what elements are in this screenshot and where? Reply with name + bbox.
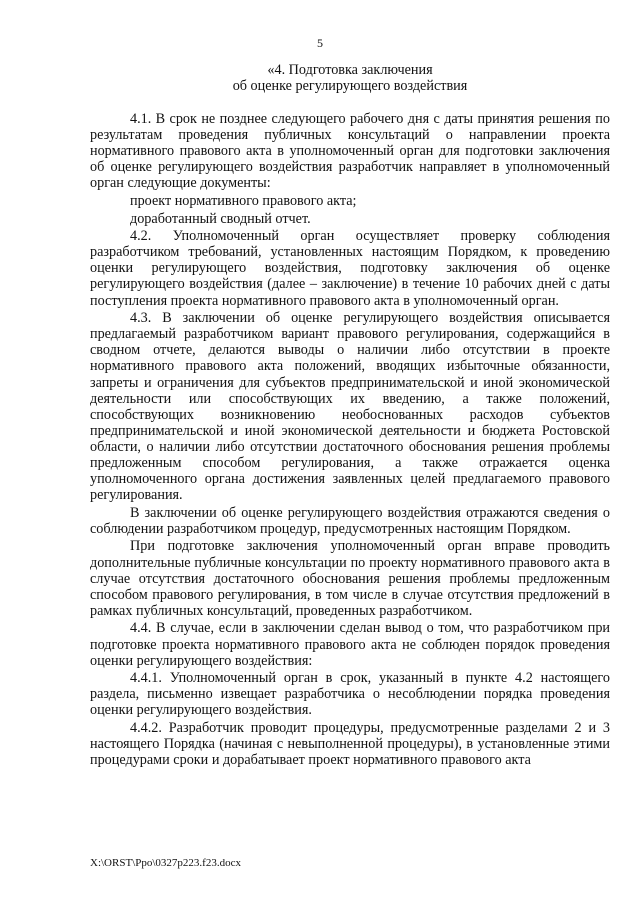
paragraph-4-3: 4.3. В заключении об оценке регулирующего воздействия описывается предлагаемый разработчиком вариант правового регулирования, содержащийся в сводном отчете, делаются выводы о наличии либо отсутствии в проекте нормативного правового акта положений, вводящих избыточные обязанности, запреты и ограничения для субъектов предпринимательской и иной экономической деятельности или способствующих их введению, а также положений, способствующих возникновению необоснованных расходов субъектов предпринимательской и иной экономической деятельности и бюджета Ростовской области, о наличии либо отсутствии достаточного обоснования решения проблемы предложенным способом регулирования, а также отражается оценка уполномоченного органа достижения заявленных целей предлагаемого правового регулирования.	[90, 310, 610, 504]
section-title	[90, 62, 610, 94]
document-body	[90, 111, 610, 770]
footer-file-path: X:\ORST\Ppo\0327p223.f23.docx	[90, 857, 241, 869]
paragraph-4-3-compliance: В заключении об оценке регулирующего воздействия отражаются сведения о соблюдении разработчиком процедур, предусмотренных настоящим Порядком.	[90, 504, 610, 537]
paragraph-4-3-additional-consultations: При подготовке заключения уполномоченный орган вправе проводить дополнительные публичные консультации по проекту нормативного правового акта в случае отсутствия достаточного обоснования решения проблемы предложенным способом правового регулирования, в том числе в случае отсутствия предложений в рамках публичных консультаций, проведенных разработчиком.	[90, 538, 610, 619]
paragraph-4-1: 4.1. В срок не позднее следующего рабочего дня с даты принятия решения по результатам проведения публичных консультаций о направлении проекта нормативного правового акта в уполномоченный орган для подготовки заключения об оценке регулирующего воздействия разработчик направляет в уполномоченный орган следующие документы:	[90, 111, 610, 192]
list-item-draft-act: проект нормативного правового акта;	[130, 192, 357, 209]
list-item-summary-report: доработанный сводный отчет.	[130, 210, 311, 227]
section-title-line-1: «4. Подготовка заключения	[267, 62, 433, 78]
paragraph-4-4-1: 4.4.1. Уполномоченный орган в срок, указанный в пункте 4.2 настоящего раздела, письменно извещает разработчика о несоблюдении порядка проведения оценки регулирующего воздействия.	[90, 670, 610, 719]
paragraph-4-4: 4.4. В случае, если в заключении сделан вывод о том, что разработчиком при подготовке проекта нормативного правового акта не соблюден порядок проведения оценки регулирующего воздействия:	[90, 620, 610, 669]
paragraph-4-2: 4.2. Уполномоченный орган осуществляет проверку соблюдения разработчиком требований, установленных настоящим Порядком, к проведению оценки регулирующего воздействия, подготовку заключения об оценке регулирующего воздействия (далее – заключение) в течение 10 рабочих дней с даты поступления проекта нормативного правового акта в уполномоченный орган.	[90, 228, 610, 309]
paragraph-4-4-2: 4.4.2. Разработчик проводит процедуры, предусмотренные разделами 2 и 3 настоящего Порядка (начиная с невыполненной процедуры), в установленные этими процедурами сроки и дорабатывает проект нормативного правового акта	[90, 719, 610, 769]
section-title-line-2: об оценке регулирующего воздействия	[232, 78, 468, 94]
page-number: 5	[317, 36, 323, 50]
